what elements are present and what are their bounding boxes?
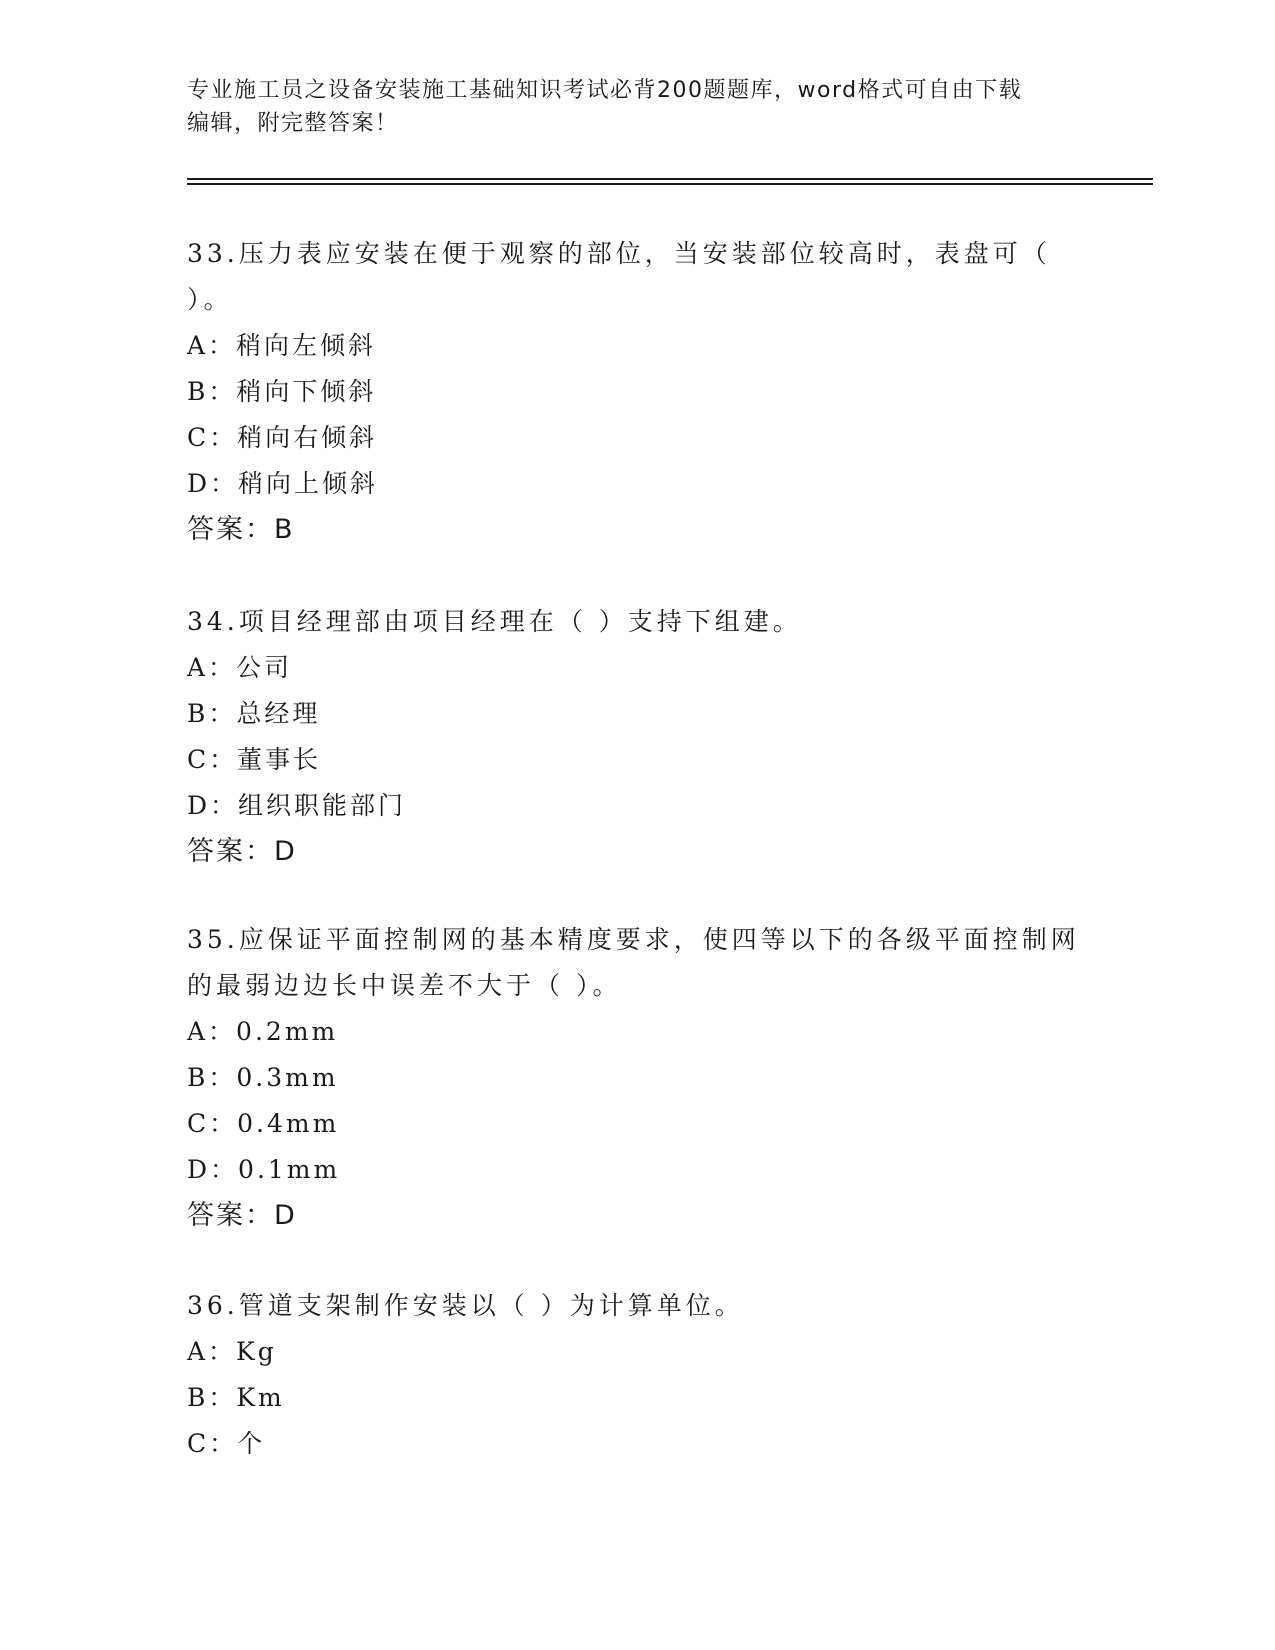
question-36 [187,1283,1087,1467]
question-text-line: 36.管道支架制作安装以（ ）为计算单位。 [187,1291,744,1320]
option-c: C：0.4mm [187,1109,340,1138]
header-divider-bottom [187,183,1153,185]
option-c: C：个 [187,1429,266,1458]
option-d: D：0.1mm [187,1155,341,1184]
option-d: D：稍向上倾斜 [187,469,379,498]
question-text-line: 的最弱边边长中误差不大于（ ）。 [187,971,622,1000]
option-b: B：0.3mm [187,1063,339,1092]
answer-label: 答案：D [187,836,297,867]
option-d: D：组织职能部门 [187,791,407,820]
answer-label: 答案：B [187,514,295,545]
option-a: A：稍向左倾斜 [187,331,377,360]
question-34 [187,599,1087,875]
option-a: A：Kg [187,1337,277,1366]
question-35 [187,917,1087,1239]
option-c: C：稍向右倾斜 [187,423,378,452]
option-b: B：稍向下倾斜 [187,377,377,406]
option-b: B：总经理 [187,699,321,728]
question-text-line: 35.应保证平面控制网的基本精度要求，使四等以下的各级平面控制网 [187,925,1080,954]
option-b: B：Km [187,1383,285,1412]
question-text-line: 34.项目经理部由项目经理在（ ）支持下组建。 [187,607,802,636]
document-header [187,74,1067,140]
header-line-2: 编辑，附完整答案！ [187,111,399,136]
option-a: A：公司 [187,653,293,682]
question-33 [187,231,1087,553]
question-text-line: 33.压力表应安装在便于观察的部位，当安装部位较高时，表盘可（ [187,239,1051,268]
header-divider-top [187,178,1153,180]
option-c: C：董事长 [187,745,322,774]
header-line-1: 专业施工员之设备安装施工基础知识考试必背200题题库，word格式可自由下载 [187,78,1023,103]
question-text-line: ）。 [187,285,233,314]
answer-label: 答案：D [187,1200,297,1231]
option-a: A：0.2mm [187,1017,339,1046]
